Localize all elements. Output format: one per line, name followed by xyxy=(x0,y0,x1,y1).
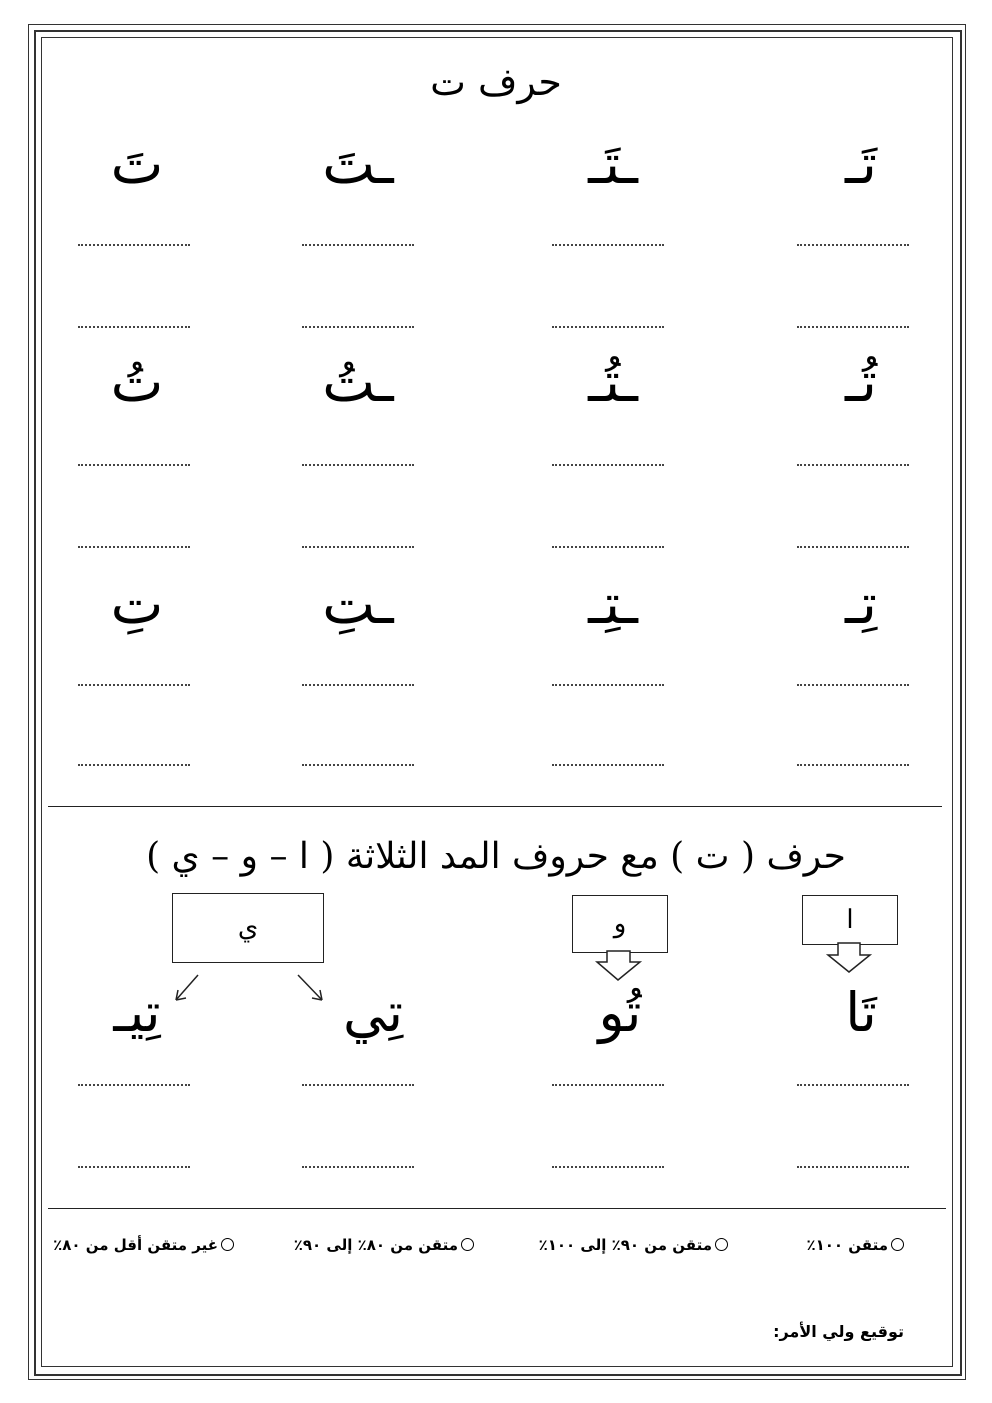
alif-callout-box: ا xyxy=(802,895,898,945)
letter-form-final-damma: ـتُ xyxy=(322,350,394,415)
letter-form-final-fatha: ـتَ xyxy=(322,132,394,197)
assessment-divider xyxy=(48,1208,946,1209)
radio-circle-icon[interactable] xyxy=(715,1238,728,1251)
letter-form-medial-fatha: ـتَـ xyxy=(588,132,638,197)
word-tu-waw: تُو xyxy=(598,981,642,1044)
letter-form-medial-kasra: ـتِـ xyxy=(588,572,638,637)
writing-line[interactable] xyxy=(797,1166,909,1168)
writing-line[interactable] xyxy=(302,1166,414,1168)
writing-line[interactable] xyxy=(78,1084,190,1086)
writing-line[interactable] xyxy=(78,1166,190,1168)
word-ti-ya-medial: تِيـ xyxy=(113,981,161,1044)
word-ti-ya-final: تِي xyxy=(342,981,404,1044)
assessment-option-mastered-90-100[interactable]: متقن من ٩٠٪ إلى ١٠٠٪ xyxy=(539,1236,728,1254)
writing-line[interactable] xyxy=(552,1166,664,1168)
down-arrow-icon xyxy=(597,951,640,980)
radio-circle-icon[interactable] xyxy=(461,1238,474,1251)
ya-callout-box: ي xyxy=(172,893,324,963)
letter-form-isolated-kasra: تِ xyxy=(110,572,164,637)
down-arrow-icon xyxy=(828,943,870,972)
parent-signature-label: توقيع ولي الأمر: xyxy=(773,1322,904,1341)
writing-line[interactable] xyxy=(552,1084,664,1086)
writing-line[interactable] xyxy=(302,1084,414,1086)
radio-circle-icon[interactable] xyxy=(221,1238,234,1251)
letter-form-final-kasra: ـتِ xyxy=(322,572,394,637)
letter-form-initial-damma: تُـ xyxy=(845,350,877,415)
letter-form-medial-damma: ـتُـ xyxy=(588,350,638,415)
madd-section-title: حرف ( ت ) مع حروف المد الثلاثة ( ا – و – ي ) xyxy=(146,836,846,877)
writing-line[interactable] xyxy=(797,1084,909,1086)
letter-form-isolated-damma: تُ xyxy=(110,350,164,415)
letter-form-initial-kasra: تِـ xyxy=(845,572,877,637)
assessment-option-not-mastered[interactable]: غير متقن أقل من ٨٠٪ xyxy=(53,1236,234,1254)
radio-circle-icon[interactable] xyxy=(891,1238,904,1251)
letter-form-initial-fatha: تَـ xyxy=(845,132,877,197)
word-ta-alif: تَا xyxy=(845,981,877,1044)
page-title: حرف ت xyxy=(430,60,562,104)
assessment-option-mastered-100[interactable]: متقن ١٠٠٪ xyxy=(806,1236,904,1254)
assessment-option-mastered-80-90[interactable]: متقن من ٨٠٪ إلى ٩٠٪ xyxy=(294,1236,474,1254)
letter-form-isolated-fatha: تَ xyxy=(110,132,164,197)
waw-callout-box: و xyxy=(572,895,668,953)
